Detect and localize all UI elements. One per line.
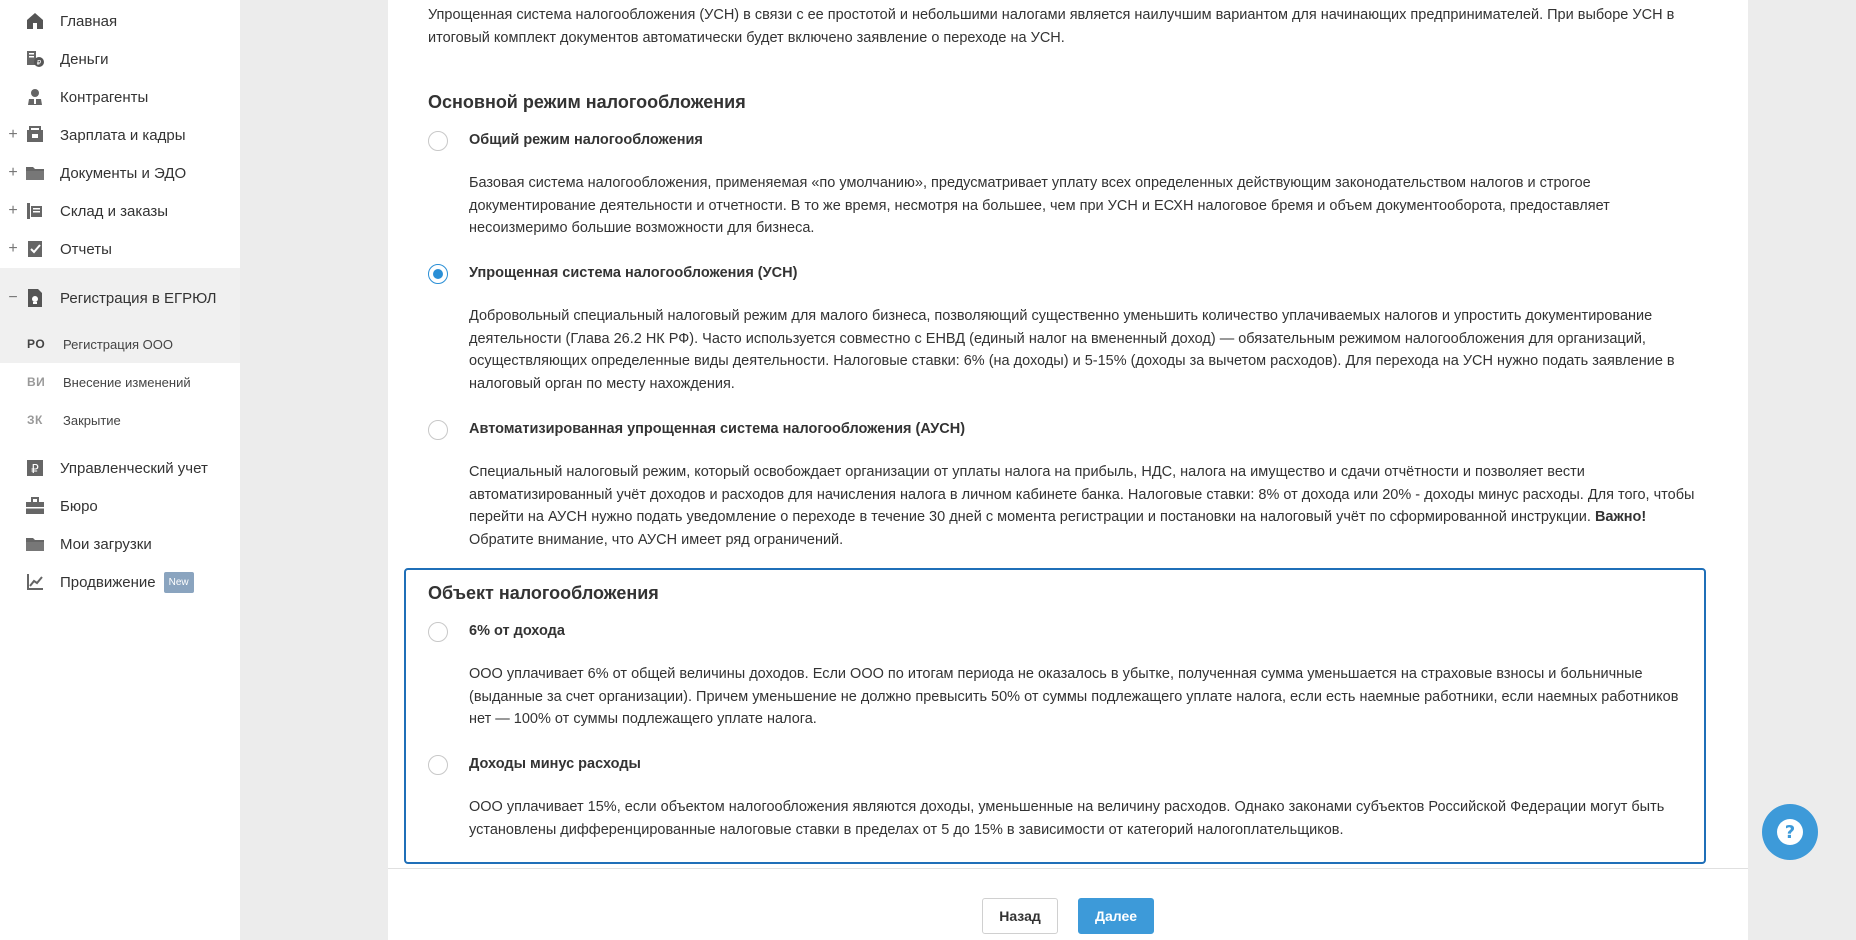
sidebar-item-label: Склад и заказы xyxy=(60,202,169,220)
sidebar-item-label: Бюро xyxy=(60,497,98,515)
sidebar-item-warehouse[interactable] xyxy=(0,192,240,230)
svg-text:?: ? xyxy=(1784,822,1796,843)
main-card xyxy=(388,0,1748,940)
option-label-ausn[interactable]: Автоматизированная упрощенная система налогообложения (АУСН) xyxy=(469,421,966,437)
sidebar-item-label: Мои загрузки xyxy=(60,535,152,553)
sidebar-item-payroll[interactable] xyxy=(0,116,240,154)
footer-divider xyxy=(388,868,1748,869)
option-label-general-regime[interactable]: Общий режим налогообложения xyxy=(469,132,703,148)
sidebar-subitem-changes[interactable] xyxy=(0,363,240,401)
sidebar-item-documents[interactable] xyxy=(0,154,240,192)
sidebar-item-bureau[interactable] xyxy=(0,487,240,525)
sidebar-item-downloads[interactable] xyxy=(0,525,240,563)
radio-general-regime[interactable] xyxy=(428,131,448,151)
payroll-icon xyxy=(25,125,45,145)
radio-usn[interactable] xyxy=(428,264,448,284)
sidebar-item-registration[interactable] xyxy=(0,268,240,328)
sidebar-item-label: Управленческий учет xyxy=(60,459,208,477)
collapse-icon: − xyxy=(8,289,18,306)
sidebar-item-management-accounting[interactable] xyxy=(0,449,240,487)
radio-ausn[interactable] xyxy=(428,420,448,440)
sidebar-item-label: Главная xyxy=(60,12,118,30)
folder-icon xyxy=(25,534,45,554)
expand-icon: + xyxy=(8,126,18,143)
subitem-abbr: ВИ xyxy=(27,375,46,389)
management-accounting-icon xyxy=(25,458,45,478)
option-label-income-minus-expenses[interactable]: Доходы минус расходы xyxy=(469,756,641,772)
briefcase-icon xyxy=(25,496,45,516)
sidebar-item-contractors[interactable] xyxy=(0,78,240,116)
money-icon xyxy=(25,49,45,69)
sidebar xyxy=(0,0,240,940)
sidebar-item-money[interactable] xyxy=(0,40,240,78)
option-label-usn[interactable]: Упрощенная система налогообложения (УСН) xyxy=(469,265,798,281)
promotion-icon xyxy=(25,572,45,592)
option-label-income-6[interactable]: 6% от дохода xyxy=(469,623,565,639)
option-desc-ausn: Специальный налоговый режим, который освобождает организации от уплаты налога на прибыль, НДС, налога на имущество и сдачи отчётности и позволяет вести автоматизированный учёт доходов и расходов для начисления налога в личном кабинете банка. Налоговые ставки: 8% от дохода или 20% - доходы минус расходы. Для того, чтобы перейти на АУСН нужно подать уведомление о переходе в течение 30 дней с момента регистрации и постановки на налоговый учёт по сформированной инструкции. Важно! Обратите внимание, что АУСН имеет ряд ограничений. xyxy=(469,464,1695,548)
sidebar-item-label: Регистрация в ЕГРЮЛ xyxy=(60,289,217,307)
sidebar-item-label: Деньги xyxy=(60,50,109,68)
important-label: Важно! xyxy=(1594,509,1647,525)
sidebar-item-label: Контрагенты xyxy=(60,88,149,106)
option-desc-usn: Добровольный специальный налоговый режим для малого бизнеса, позволяющий существенно уменьшить количество уплачиваемых налогов и упростить документирование деятельности (Глава 26.2 НК РФ). Часто используется совместно с ЕНВД (единый налог на вмененный доход) — обязательным режимом налогообложения для организаций, осуществляющих определенные виды деятельности. Налоговые ставки: 6% (на доходы) и 5-15% (доходы за вычетом расходов). Для перехода на УСН нужно подать заявление в налоговый орган по месту нахождения. xyxy=(469,308,1675,392)
sidebar-item-reports[interactable] xyxy=(0,230,240,268)
contractors-icon xyxy=(25,87,45,107)
expand-icon: + xyxy=(8,240,18,257)
reports-icon xyxy=(25,239,45,259)
radio-income-6[interactable] xyxy=(428,622,448,642)
subitem-label: Регистрация ООО xyxy=(63,336,173,352)
option-desc-income-minus-expenses: ООО уплачивает 15%, если объектом налогообложения являются доходы, уменьшенные на величину расходов. Однако законами субъектов Российской Федерации могут быть установлены дифференцированные налоговые ставки в пределах от 5 до 15% в зависимости от категорий налогоплательщиков. xyxy=(469,799,1665,838)
sidebar-item-label: Зарплата и кадры xyxy=(60,126,186,144)
sidebar-item-label: Документы и ЭДО xyxy=(60,164,187,182)
option-desc-income-6: ООО уплачивает 6% от общей величины доходов. Если ООО по итогам периода не оказалось в убытке, полученная сумма уменьшается на страховые взносы и больничные (выданные за счет организации). Причем уменьшение не должно превысить 50% от суммы подлежащего уплате налога, если есть наемные работники, если наемных работников нет — 100% от суммы подлежащего уплате налога. xyxy=(469,666,1679,727)
next-button[interactable]: Далее xyxy=(1078,898,1154,934)
subitem-abbr: ЗК xyxy=(27,413,43,427)
registration-icon xyxy=(25,288,45,308)
regime-section-title: Основной режим налогообложения xyxy=(428,92,746,112)
svg-text:₽: ₽ xyxy=(36,59,42,67)
expand-icon: + xyxy=(8,202,18,219)
new-badge: New xyxy=(164,572,194,593)
expand-icon: + xyxy=(8,164,18,181)
subitem-label: Закрытие xyxy=(63,412,121,428)
subitem-label: Внесение изменений xyxy=(63,374,191,390)
sidebar-subitem-closing[interactable] xyxy=(0,401,240,439)
help-button[interactable] xyxy=(1762,804,1818,860)
sidebar-item-label: Продвижение New xyxy=(60,572,194,593)
sidebar-subitem-register-ooo[interactable] xyxy=(0,325,240,363)
intro-text: Упрощенная система налогообложения (УСН) в связи с ее простотой и небольшими налогами является наилучшим вариантом для начинающих предпринимателей. При выборе УСН в итоговый комплект документов автоматически будет включено заявление о переходе на УСН. xyxy=(428,7,1675,46)
help-icon xyxy=(1775,817,1805,847)
sidebar-item-promotion[interactable] xyxy=(0,563,240,601)
sidebar-item-home[interactable] xyxy=(0,2,240,40)
svg-text:₽: ₽ xyxy=(31,462,39,476)
back-button[interactable]: Назад xyxy=(982,898,1058,934)
sidebar-item-label: Отчеты xyxy=(60,240,112,258)
subitem-abbr: РО xyxy=(27,337,46,351)
object-section-title: Объект налогообложения xyxy=(428,583,659,603)
radio-income-minus-expenses[interactable] xyxy=(428,755,448,775)
home-icon xyxy=(25,11,45,31)
folder-icon xyxy=(25,163,45,183)
option-desc-general-regime: Базовая система налогообложения, применяемая «по умолчанию», предусматривает уплату всех определенных действующим законодательством налогов и строгое документирование деятельности и отчетности. В то же время, несмотря на большее, чем при УСН и ЕСХН налоговое бремя и объем документооборота, предоставляет несоизмеримо большие возможности для бизнеса. xyxy=(469,175,1610,236)
warehouse-icon xyxy=(25,201,45,221)
